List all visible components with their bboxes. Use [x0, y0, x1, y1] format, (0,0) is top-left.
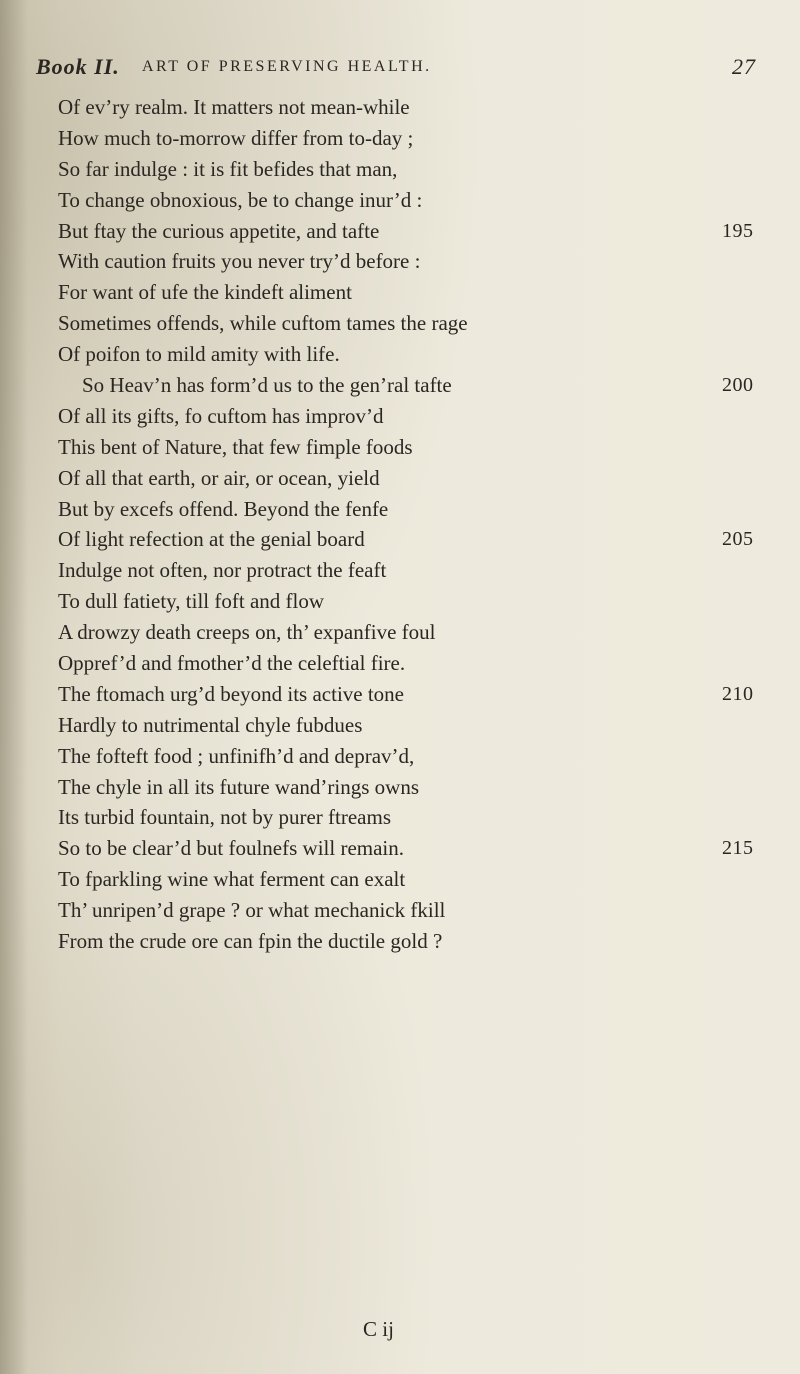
verse-line — [58, 895, 678, 926]
verse-line — [58, 833, 754, 864]
verse-line-text: So Heav’n has form’d us to the gen’ral tafte — [82, 373, 452, 398]
verse-line-text: Indulge not often, nor protract the feaft — [58, 558, 387, 583]
verse-line — [58, 772, 678, 803]
verse-line — [58, 308, 678, 339]
verse-line-text: A drowzy death creeps on, th’ expanfive foul — [58, 620, 436, 645]
verse-line-text: The ftomach urg’d beyond its active tone — [58, 681, 405, 706]
verse-line-text: With caution fruits you never try’d before : — [58, 249, 421, 274]
verse-line — [58, 864, 678, 895]
line-number: 200 — [722, 374, 754, 397]
verse-line-text: The chyle in all its future wand’rings owns — [58, 774, 419, 799]
verse-line — [58, 154, 678, 185]
verse-line — [58, 463, 678, 494]
verse-line — [58, 370, 754, 401]
signature-mark: C ij — [363, 1317, 394, 1341]
verse-line-text: But ftay the curious appetite, and tafte — [58, 218, 380, 243]
verse-line-text: Its turbid fountain, not by purer ftreams — [58, 805, 392, 830]
book-number: Book II. — [36, 54, 120, 79]
line-number: 205 — [722, 528, 754, 551]
line-number: 210 — [722, 682, 754, 705]
line-number: 215 — [722, 837, 754, 860]
verse-line — [58, 802, 678, 833]
verse-line — [58, 432, 678, 463]
verse-line-text: From the crude ore can fpin the ductile gold ? — [58, 929, 443, 954]
verse-line — [58, 524, 754, 555]
verse-line-text: To fparkling wine what ferment can exalt — [58, 867, 406, 892]
verse-line-text: Of light refection at the genial board — [58, 527, 365, 552]
verse-line — [58, 555, 678, 586]
verse-line — [58, 216, 754, 247]
verse-line — [58, 92, 678, 123]
verse-line-text: To change obnoxious, be to change inur’d : — [58, 187, 423, 212]
page-number: 27 — [732, 54, 756, 79]
verse-line — [58, 185, 678, 216]
verse-line-text: So far indulge : it is fit befides that man, — [58, 156, 398, 181]
verse-line — [58, 339, 678, 370]
verse-line-text: Hardly to nutrimental chyle fubdues — [58, 712, 363, 737]
verse-line-text: Of all its gifts, fo cuftom has improv’d — [58, 403, 384, 428]
verse-line — [58, 741, 678, 772]
verse-line-text: Of all that earth, or air, or ocean, yield — [58, 465, 380, 490]
verse-line-text: How much to-morrow differ from to-day ; — [58, 125, 414, 150]
poem-verse — [58, 92, 754, 957]
verse-line — [58, 710, 678, 741]
gutter-shadow — [0, 0, 28, 1374]
verse-line-text: Of poifon to mild amity with life. — [58, 342, 340, 367]
verse-line — [58, 246, 678, 277]
verse-line — [58, 277, 678, 308]
verse-line — [58, 494, 678, 525]
verse-line-text: Sometimes offends, while cuftom tames the rage — [58, 311, 468, 336]
verse-line-text: So to be clear’d but foulnefs will remain. — [58, 836, 405, 861]
running-header — [36, 48, 756, 88]
verse-line-text: The fofteft food ; unfinifh’d and deprav’d, — [58, 743, 415, 768]
verse-line-text: Oppref’d and fmother’d the celeftial fire. — [58, 651, 406, 676]
verse-line-text: For want of ufe the kindeft aliment — [58, 280, 352, 305]
verse-line — [58, 586, 678, 617]
verse-line-text: Of ev’ry realm. It matters not mean-while — [58, 95, 410, 119]
verse-line — [58, 401, 678, 432]
line-number: 195 — [722, 219, 754, 242]
verse-line — [58, 617, 678, 648]
verse-line-text: This bent of Nature, that few fimple foods — [58, 434, 413, 459]
verse-line-text: But by excefs offend. Beyond the fenfe — [58, 496, 389, 521]
verse-line — [58, 123, 678, 154]
verse-line — [58, 648, 678, 679]
verse-line-text: Th’ unripen’d grape ? or what mechanick fkill — [58, 898, 446, 923]
running-title: ART OF PRESERVING HEALTH. — [142, 58, 432, 75]
verse-line-text: To dull fatiety, till foft and flow — [58, 589, 325, 614]
verse-line — [58, 679, 754, 710]
verse-line — [58, 926, 678, 957]
